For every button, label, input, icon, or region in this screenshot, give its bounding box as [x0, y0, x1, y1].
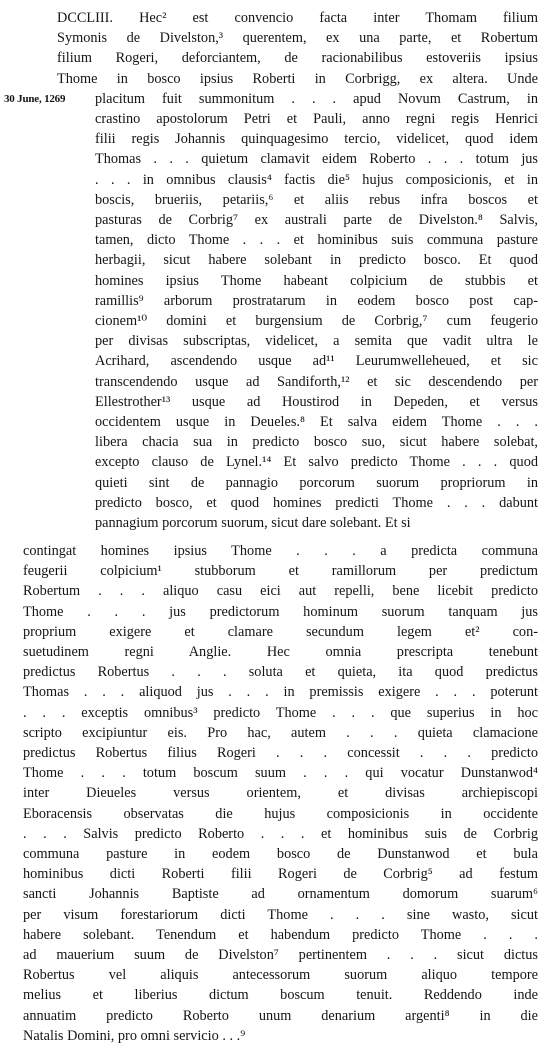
paragraph_2-line: annuatim predicto Roberto unum denarium argenti⁸ in die — [23, 1007, 538, 1024]
paragraph_1-line: crastino apostolorum Petri et Pauli, anno regni regis Henrici — [95, 111, 538, 127]
paragraph_1-line: . . . in omnibus clausis⁴ factis die⁵ hujus composicionis, et in — [95, 171, 538, 188]
paragraph_2-line: Robertus vel aliquis antecessorum suorum aliquo tempore — [23, 967, 538, 984]
paragraph_2-line: hominibus dicti Roberti filii Rogeri de Corbrig⁵ ad festum — [23, 866, 538, 883]
paragraph_2-line: predictus Robertus . . . soluta et quieta, ita quod predictus — [23, 664, 538, 681]
paragraph_2-line: suetudinem regni Anglie. Hec omnia prescripta tenebunt — [23, 644, 538, 660]
paragraph_2-line: proprium exigere et clamare secundum legem et² con- — [23, 623, 538, 640]
paragraph_2-line: Natalis Domini, pro omni servicio . . .⁹ — [23, 1027, 246, 1044]
paragraph_2-line: scripto excipiuntur eis. Pro hac, autem . . . quieta clamacione — [23, 724, 538, 741]
paragraph_2-line: Thome . . . totum boscum suum . . . qui vocatur Dunstanwod⁴ — [23, 765, 538, 782]
paragraph_1-line: per divisas subscriptas, videlicet, a semita que vadit ultra le — [95, 333, 538, 350]
paragraph_1-line: Thomas . . . quietum clamavit eidem Roberto . . . totum jus — [95, 151, 538, 168]
paragraph_2-line: predictus Robertus filius Rogeri . . . concessit . . . predicto — [23, 745, 538, 761]
paragraph_2-line: Eboracensis observatas die hujus composicionis in occidente — [23, 805, 538, 822]
paragraph_2-line: contingat homines ipsius Thome . . . a predicta communa — [23, 543, 538, 559]
paragraph_2-line: . . . exceptis omnibus³ predicto Thome . . . que superius in hoc — [23, 704, 538, 721]
paragraph_2-line: inter Dieueles versus orientem, et divisas archiepiscopi — [23, 785, 538, 802]
paragraph_1-line: Symonis de Divelston,³ querentem, ex una parte, et Robertum — [57, 30, 538, 47]
paragraph_1-line: homines ipsius Thome habeant colpicium de stubbis et — [95, 272, 538, 289]
paragraph_2-line: feugerii colpicium¹ stubborum et ramillorum per predictum — [23, 563, 538, 580]
margin-date: 30 June, 1269 — [4, 93, 66, 105]
paragraph_2-line: . . . Salvis predicto Roberto . . . et hominibus suis de Corbrig — [23, 825, 538, 842]
paragraph_1-line: excepto clauso de Lynel.¹⁴ Et salvo predicto Thome . . . quod — [95, 454, 538, 471]
paragraph_1-line: Ellestrother¹³ usque ad Houstirod in Depeden, et versus — [95, 393, 538, 410]
paragraph_1-line: transcendendo usque ad Sandiforth,¹² et sic descendendo per — [95, 373, 538, 390]
paragraph_1-line: tamen, dicto Thome . . . et hominibus suis communa pasture — [95, 232, 538, 249]
paragraph_1-line: cionem¹⁰ domini et burgensium de Corbrig,⁷ cum feugerio — [95, 313, 538, 329]
paragraph_1-line: quieti sint de pannagio porcorum suorum propriorum in — [95, 474, 538, 491]
paragraph_2-line: ad mauerium suum de Divelston⁷ pertinentem . . . sicut dictus — [23, 947, 538, 963]
paragraph_2-line: Thomas . . . aliquod jus . . . in premissis exigere . . . poterunt — [23, 684, 538, 701]
paragraph_1-line: occidentem usque in Deueles.⁸ Et salva eidem Thome . . . — [95, 414, 538, 430]
paragraph_1-line: DCCLIII. Hec² est convencio facta inter Thomam filium — [57, 10, 538, 26]
paragraph_1-line: filii regis Johannis quinquagesimo tercio, videlicet, quod idem — [95, 131, 538, 148]
paragraph_1-line: pannagium porcorum suorum, sicut dare solebant. Et si — [95, 515, 411, 531]
paragraph_2-line: Thome . . . jus predictorum hominum suorum tanquam jus — [23, 603, 538, 620]
paragraph_2-line: sancti Johannis Baptiste ad ornamentum domorum suarum⁶ — [23, 886, 538, 903]
paragraph_2-line: habere solebant. Tenendum et habendum predicto Thome . . . — [23, 926, 538, 943]
paragraph_1-line: Thome in bosco ipsius Roberti in Corbrigg, ex altera. Unde — [57, 70, 538, 87]
paragraph_1-line: herbagii, sicut habere solebant in predicto bosco. Et quod — [95, 252, 538, 269]
paragraph_1-line: libera chacia sua in predicto bosco suo, sicut habere solebat, — [95, 434, 538, 451]
paragraph_1-line: placitum fuit summonitum . . . apud Novum Castrum, in — [95, 90, 538, 107]
paragraph_1-line: Acrihard, ascendendo usque ad¹¹ Leurumwelleheued, et sic — [95, 353, 538, 370]
paragraph_2-line: communa pasture in eodem bosco de Dunstanwod et bula — [23, 846, 538, 862]
paragraph_1-line: boscis, brueriis, petariis,⁶ et aliis rebus infra boscos et — [95, 191, 538, 208]
paragraph_1-line: ramillis⁹ arborum prostratarum in eodem bosco post cap- — [95, 292, 538, 309]
paragraph_2-line: per visum forestariorum dicti Thome . . . sine wasto, sicut — [23, 906, 538, 923]
paragraph_1-line: filium Rogeri, deforciantem, de racionabilibus estoveriis ipsius — [57, 50, 538, 67]
paragraph_1-line: predicto bosco, et quod homines predicti Thome . . . dabunt — [95, 494, 538, 511]
paragraph_2-line: melius et liberius dictum boscum tenuit. Reddendo inde — [23, 987, 538, 1004]
paragraph_2-line: Robertum . . . aliquo casu eici aut repelli, bene licebit predicto — [23, 583, 538, 600]
paragraph_1-line: pasturas de Corbrig⁷ ex australi parte de Divelston.⁸ Salvis, — [95, 212, 538, 228]
